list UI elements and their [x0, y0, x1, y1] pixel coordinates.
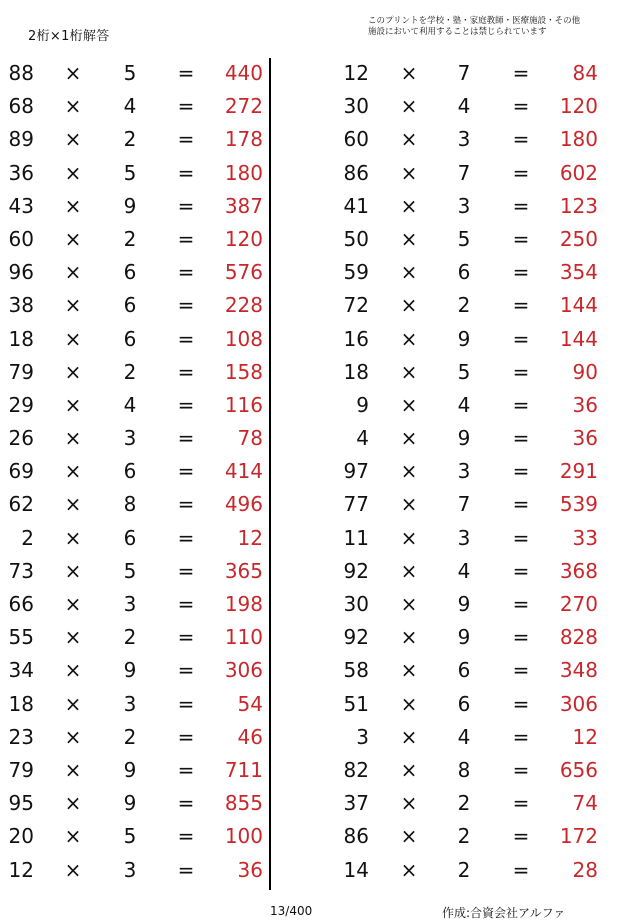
equals-sign: = — [512, 558, 530, 583]
answer: 272 — [224, 94, 263, 119]
multiplier: 9 — [457, 625, 471, 650]
answer: 180 — [559, 127, 598, 152]
multiplier: 9 — [123, 658, 137, 683]
equals-sign: = — [512, 625, 530, 650]
multiplicand: 18 — [343, 359, 369, 384]
times-sign: × — [400, 459, 418, 484]
answer: 228 — [224, 293, 263, 318]
multiplier: 2 — [457, 857, 471, 882]
equals-sign: = — [512, 160, 530, 185]
multiplier: 4 — [123, 392, 137, 417]
multiplier: 3 — [123, 592, 137, 616]
page-number: 13/400 — [270, 904, 313, 918]
multiplier: 2 — [123, 359, 137, 384]
equals-sign: = — [512, 359, 530, 384]
multiplier: 4 — [457, 558, 471, 583]
multiplicand: 18 — [8, 326, 34, 351]
equals-sign: = — [512, 658, 530, 683]
equals-sign: = — [177, 757, 195, 782]
times-sign: × — [64, 757, 82, 782]
answer: 496 — [224, 492, 263, 517]
times-sign: × — [400, 94, 418, 119]
multiplier: 7 — [457, 160, 471, 185]
equals-sign: = — [512, 492, 530, 517]
multiplicand: 50 — [343, 226, 369, 251]
times-sign: × — [400, 791, 418, 816]
answer: 828 — [559, 625, 598, 650]
multiplicand: 12 — [343, 61, 369, 85]
equals-sign: = — [177, 193, 195, 218]
times-sign: × — [64, 326, 82, 351]
multiplicand: 43 — [8, 193, 34, 218]
equals-sign: = — [177, 226, 195, 251]
times-sign: × — [400, 127, 418, 152]
multiplier: 5 — [457, 359, 471, 384]
multiplicand: 29 — [8, 392, 34, 417]
times-sign: × — [64, 392, 82, 417]
multiplier: 4 — [457, 94, 471, 119]
multiplier: 2 — [457, 293, 471, 318]
multiplier: 9 — [123, 193, 137, 218]
multiplicand: 51 — [343, 691, 369, 716]
answer: 198 — [224, 592, 263, 616]
answer: 440 — [224, 61, 263, 85]
times-sign: × — [400, 625, 418, 650]
answer: 78 — [237, 426, 263, 451]
multiplier: 3 — [457, 459, 471, 484]
multiplicand: 55 — [8, 625, 34, 650]
times-sign: × — [400, 293, 418, 318]
worksheet-title: 2桁×1桁解答 — [28, 29, 110, 44]
times-sign: × — [64, 160, 82, 185]
multiplicand: 2 — [21, 525, 34, 550]
multiplicand: 3 — [356, 724, 369, 749]
answer: 414 — [224, 459, 263, 484]
equals-sign: = — [177, 293, 195, 318]
times-sign: × — [400, 260, 418, 285]
times-sign: × — [64, 691, 82, 716]
equals-sign: = — [177, 392, 195, 417]
equals-sign: = — [512, 326, 530, 351]
times-sign: × — [64, 525, 82, 550]
multiplier: 4 — [457, 392, 471, 417]
multiplier: 6 — [123, 326, 137, 351]
multiplicand: 18 — [8, 691, 34, 716]
multiplier: 9 — [457, 426, 471, 451]
multiplicand: 30 — [343, 94, 369, 119]
answer: 110 — [224, 625, 263, 650]
multiplicand: 4 — [356, 426, 369, 451]
times-sign: × — [64, 260, 82, 285]
multiplicand: 16 — [343, 326, 369, 351]
answer: 180 — [224, 160, 263, 185]
answer: 354 — [559, 260, 598, 285]
answer: 306 — [224, 658, 263, 683]
equals-sign: = — [512, 791, 530, 816]
equals-sign: = — [177, 724, 195, 749]
answer: 12 — [572, 724, 598, 749]
equals-sign: = — [177, 94, 195, 119]
equals-sign: = — [512, 392, 530, 417]
equals-sign: = — [177, 492, 195, 517]
equals-sign: = — [177, 160, 195, 185]
equals-sign: = — [512, 193, 530, 218]
times-sign: × — [64, 226, 82, 251]
answer: 36 — [572, 392, 598, 417]
multiplicand: 69 — [8, 459, 34, 484]
multiplier: 9 — [123, 791, 137, 816]
multiplier: 5 — [123, 160, 137, 185]
multiplier: 4 — [457, 724, 471, 749]
answer: 54 — [237, 691, 263, 716]
times-sign: × — [400, 824, 418, 849]
multiplier: 8 — [457, 757, 471, 782]
multiplier: 2 — [123, 226, 137, 251]
times-sign: × — [64, 492, 82, 517]
multiplier: 6 — [123, 293, 137, 318]
times-sign: × — [64, 459, 82, 484]
times-sign: × — [400, 525, 418, 550]
answer: 291 — [559, 459, 598, 484]
times-sign: × — [400, 857, 418, 882]
times-sign: × — [400, 326, 418, 351]
multiplicand: 37 — [343, 791, 369, 816]
answer: 855 — [224, 791, 263, 816]
equals-sign: = — [512, 757, 530, 782]
equals-sign: = — [512, 293, 530, 318]
times-sign: × — [400, 359, 418, 384]
answer: 306 — [559, 691, 598, 716]
equals-sign: = — [512, 592, 530, 616]
multiplier: 5 — [457, 226, 471, 251]
multiplicand: 58 — [343, 658, 369, 683]
multiplicand: 72 — [343, 293, 369, 318]
multiplicand: 66 — [8, 592, 34, 616]
times-sign: × — [400, 757, 418, 782]
times-sign: × — [400, 658, 418, 683]
equals-sign: = — [512, 426, 530, 451]
multiplicand: 41 — [343, 193, 369, 218]
equals-sign: = — [177, 127, 195, 152]
equals-sign: = — [512, 61, 530, 85]
answer: 576 — [224, 260, 263, 285]
multiplicand: 77 — [343, 492, 369, 517]
equals-sign: = — [512, 459, 530, 484]
times-sign: × — [400, 193, 418, 218]
equals-sign: = — [177, 260, 195, 285]
times-sign: × — [400, 426, 418, 451]
answer: 123 — [559, 193, 598, 218]
times-sign: × — [400, 724, 418, 749]
answer: 100 — [224, 824, 263, 849]
multiplicand: 86 — [343, 824, 369, 849]
multiplicand: 92 — [343, 625, 369, 650]
equals-sign: = — [177, 326, 195, 351]
answer: 74 — [572, 791, 598, 816]
times-sign: × — [64, 592, 82, 616]
column-divider — [269, 58, 271, 890]
answer: 33 — [572, 525, 598, 550]
equals-sign: = — [177, 592, 195, 616]
times-sign: × — [64, 61, 82, 85]
times-sign: × — [64, 127, 82, 152]
answer: 116 — [224, 392, 263, 417]
times-sign: × — [400, 160, 418, 185]
times-sign: × — [64, 94, 82, 119]
times-sign: × — [64, 824, 82, 849]
multiplier: 3 — [123, 857, 137, 882]
multiplier: 5 — [123, 558, 137, 583]
multiplicand: 26 — [8, 426, 34, 451]
equals-sign: = — [177, 459, 195, 484]
times-sign: × — [400, 392, 418, 417]
times-sign: × — [64, 293, 82, 318]
multiplier: 8 — [123, 492, 137, 517]
equals-sign: = — [512, 857, 530, 882]
multiplier: 9 — [457, 326, 471, 351]
answer: 84 — [572, 61, 598, 85]
multiplicand: 82 — [343, 757, 369, 782]
answer: 365 — [224, 558, 263, 583]
times-sign: × — [64, 426, 82, 451]
multiplicand: 9 — [356, 392, 369, 417]
multiplier: 6 — [123, 459, 137, 484]
multiplier: 9 — [457, 592, 471, 616]
multiplicand: 92 — [343, 558, 369, 583]
multiplier: 5 — [123, 824, 137, 849]
multiplier: 7 — [457, 61, 471, 85]
times-sign: × — [400, 492, 418, 517]
multiplier: 5 — [123, 61, 137, 85]
equals-sign: = — [512, 127, 530, 152]
answer: 178 — [224, 127, 263, 152]
multiplier: 3 — [457, 525, 471, 550]
multiplicand: 30 — [343, 592, 369, 616]
equals-sign: = — [512, 691, 530, 716]
multiplicand: 62 — [8, 492, 34, 517]
multiplicand: 96 — [8, 260, 34, 285]
multiplier: 3 — [457, 193, 471, 218]
multiplicand: 59 — [343, 260, 369, 285]
equals-sign: = — [177, 426, 195, 451]
times-sign: × — [64, 558, 82, 583]
multiplicand: 60 — [8, 226, 34, 251]
answer: 270 — [559, 592, 598, 616]
multiplicand: 95 — [8, 791, 34, 816]
answer: 144 — [559, 326, 598, 351]
multiplicand: 36 — [8, 160, 34, 185]
equals-sign: = — [177, 359, 195, 384]
answer: 46 — [237, 724, 263, 749]
multiplier: 2 — [457, 824, 471, 849]
multiplier: 2 — [123, 724, 137, 749]
multiplicand: 89 — [8, 127, 34, 152]
answer: 12 — [237, 525, 263, 550]
multiplier: 9 — [123, 757, 137, 782]
times-sign: × — [400, 61, 418, 85]
answer: 120 — [224, 226, 263, 251]
multiplier: 6 — [457, 260, 471, 285]
answer: 28 — [572, 857, 598, 882]
times-sign: × — [400, 691, 418, 716]
equals-sign: = — [512, 724, 530, 749]
answer: 144 — [559, 293, 598, 318]
multiplicand: 79 — [8, 359, 34, 384]
equals-sign: = — [177, 691, 195, 716]
multiplicand: 68 — [8, 94, 34, 119]
times-sign: × — [400, 592, 418, 616]
answer: 36 — [572, 426, 598, 451]
times-sign: × — [400, 226, 418, 251]
multiplicand: 12 — [8, 857, 34, 882]
times-sign: × — [64, 791, 82, 816]
answer: 539 — [559, 492, 598, 517]
answer: 368 — [559, 558, 598, 583]
equals-sign: = — [512, 525, 530, 550]
answer: 656 — [559, 757, 598, 782]
multiplicand: 23 — [8, 724, 34, 749]
answer: 108 — [224, 326, 263, 351]
equals-sign: = — [512, 260, 530, 285]
multiplicand: 20 — [8, 824, 34, 849]
answer: 36 — [237, 857, 263, 882]
times-sign: × — [64, 359, 82, 384]
equals-sign: = — [177, 857, 195, 882]
answer: 158 — [224, 359, 263, 384]
equals-sign: = — [177, 824, 195, 849]
multiplicand: 86 — [343, 160, 369, 185]
equals-sign: = — [177, 525, 195, 550]
multiplicand: 11 — [343, 525, 369, 550]
answer: 711 — [224, 757, 263, 782]
equals-sign: = — [512, 94, 530, 119]
multiplicand: 79 — [8, 757, 34, 782]
equals-sign: = — [512, 824, 530, 849]
times-sign: × — [64, 857, 82, 882]
multiplicand: 38 — [8, 293, 34, 318]
multiplicand: 73 — [8, 558, 34, 583]
times-sign: × — [64, 193, 82, 218]
answer: 172 — [559, 824, 598, 849]
equals-sign: = — [177, 625, 195, 650]
multiplier: 2 — [457, 791, 471, 816]
times-sign: × — [64, 658, 82, 683]
answer: 90 — [572, 359, 598, 384]
multiplier: 2 — [123, 127, 137, 152]
multiplicand: 88 — [8, 61, 34, 85]
multiplicand: 14 — [343, 857, 369, 882]
equals-sign: = — [512, 226, 530, 251]
equals-sign: = — [177, 558, 195, 583]
multiplicand: 97 — [343, 459, 369, 484]
times-sign: × — [64, 724, 82, 749]
answer: 348 — [559, 658, 598, 683]
multiplicand: 34 — [8, 658, 34, 683]
multiplier: 7 — [457, 492, 471, 517]
answer: 250 — [559, 226, 598, 251]
equals-sign: = — [177, 791, 195, 816]
answer: 602 — [559, 160, 598, 185]
multiplier: 4 — [123, 94, 137, 119]
multiplier: 6 — [457, 691, 471, 716]
times-sign: × — [64, 625, 82, 650]
multiplier: 3 — [123, 426, 137, 451]
multiplier: 2 — [123, 625, 137, 650]
author-credit: 作成:合資会社アルファ — [442, 906, 566, 920]
usage-notice: このプリントを学校・塾・家庭教師・医療施設・その他 施設において利用することは禁じられています — [368, 16, 581, 37]
multiplier: 6 — [123, 260, 137, 285]
equals-sign: = — [177, 658, 195, 683]
multiplier: 3 — [123, 691, 137, 716]
multiplier: 3 — [457, 127, 471, 152]
multiplicand: 60 — [343, 127, 369, 152]
multiplier: 6 — [457, 658, 471, 683]
multiplier: 6 — [123, 525, 137, 550]
equals-sign: = — [177, 61, 195, 85]
answer: 387 — [224, 193, 263, 218]
answer: 120 — [559, 94, 598, 119]
times-sign: × — [400, 558, 418, 583]
